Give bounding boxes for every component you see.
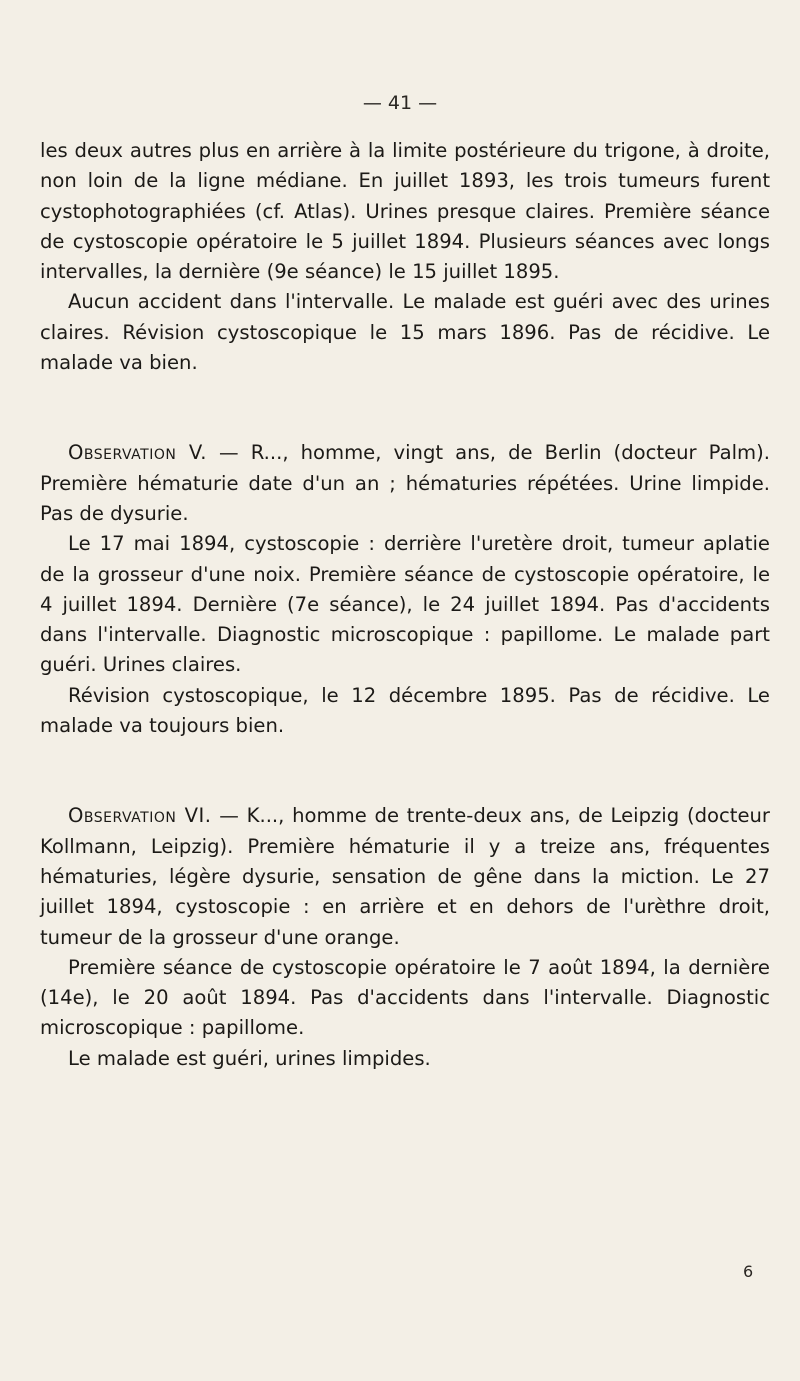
observation-6-heading: Observation VI. <box>68 804 212 828</box>
paragraph-outcome: Aucun accident dans l'intervalle. Le malade est guéri avec des urines claires. Révision cystoscopique le 15 mars 1896. Pas de récidive. Le malade va bien. <box>40 290 770 375</box>
observation-5-text: — R..., homme, vingt ans, de Berlin (docteur Palm). Première hématurie date d'un an ; hématuries répétées. Urine limpide. Pas de dysurie. <box>40 441 771 525</box>
body-text <box>40 136 770 1074</box>
observation-6 <box>40 801 770 952</box>
paragraph-obs5-cystoscopy: Le 17 mai 1894, cystoscopie : derrière l'uretère droit, tumeur aplatie de la grosseur d'une noix. Première séance de cystoscopie opératoire, le 4 juillet 1894. Dernière (7e séance), le 24 juillet 1894. Pas d'accidents dans l'intervalle. Diagnostic microscopique : papillome. Le malade part guéri. Urines claires. <box>40 532 770 677</box>
paragraph-obs6-sessions: Première séance de cystoscopie opératoire le 7 août 1894, la dernière (14e), le 20 août 1894. Pas d'accidents dans l'intervalle. Diagnostic microscopique : papillome. <box>40 955 770 1040</box>
paragraph-tumor-continuation: les deux autres plus en arrière à la limite postérieure du trigone, à droite, non loin de la ligne médiane. En juillet 1893, les trois tumeurs furent cystophotographiées (cf. Atlas). Urines presque claires. Première séance de cystoscopie opératoire le 5 juillet 1894. Plusieurs séances avec longs intervalles, la dernière (9e séance) le 15 juillet 1895. <box>40 139 770 284</box>
page-number: — 41 — <box>362 92 438 114</box>
paragraph-obs6-outcome: Le malade est guéri, urines limpides. <box>68 1046 431 1070</box>
observation-6-text: — K..., homme de trente-deux ans, de Leipzig (docteur Kollmann, Leipzig). Première hématurie il y a treize ans, fréquentes hématuries, légère dysurie, sensation de gêne dans la miction. Le 27 juillet 1894, cystoscopie : en arrière et en dehors de l'urèthre droit, tumeur de la grosseur d'une orange. <box>40 804 770 949</box>
observation-5-heading: Observation V. <box>68 441 207 465</box>
observation-5 <box>40 438 770 529</box>
signature-mark: 6 <box>743 1262 754 1281</box>
paragraph-obs5-revision: Révision cystoscopique, le 12 décembre 1895. Pas de récidive. Le malade va toujours bien. <box>40 683 770 738</box>
